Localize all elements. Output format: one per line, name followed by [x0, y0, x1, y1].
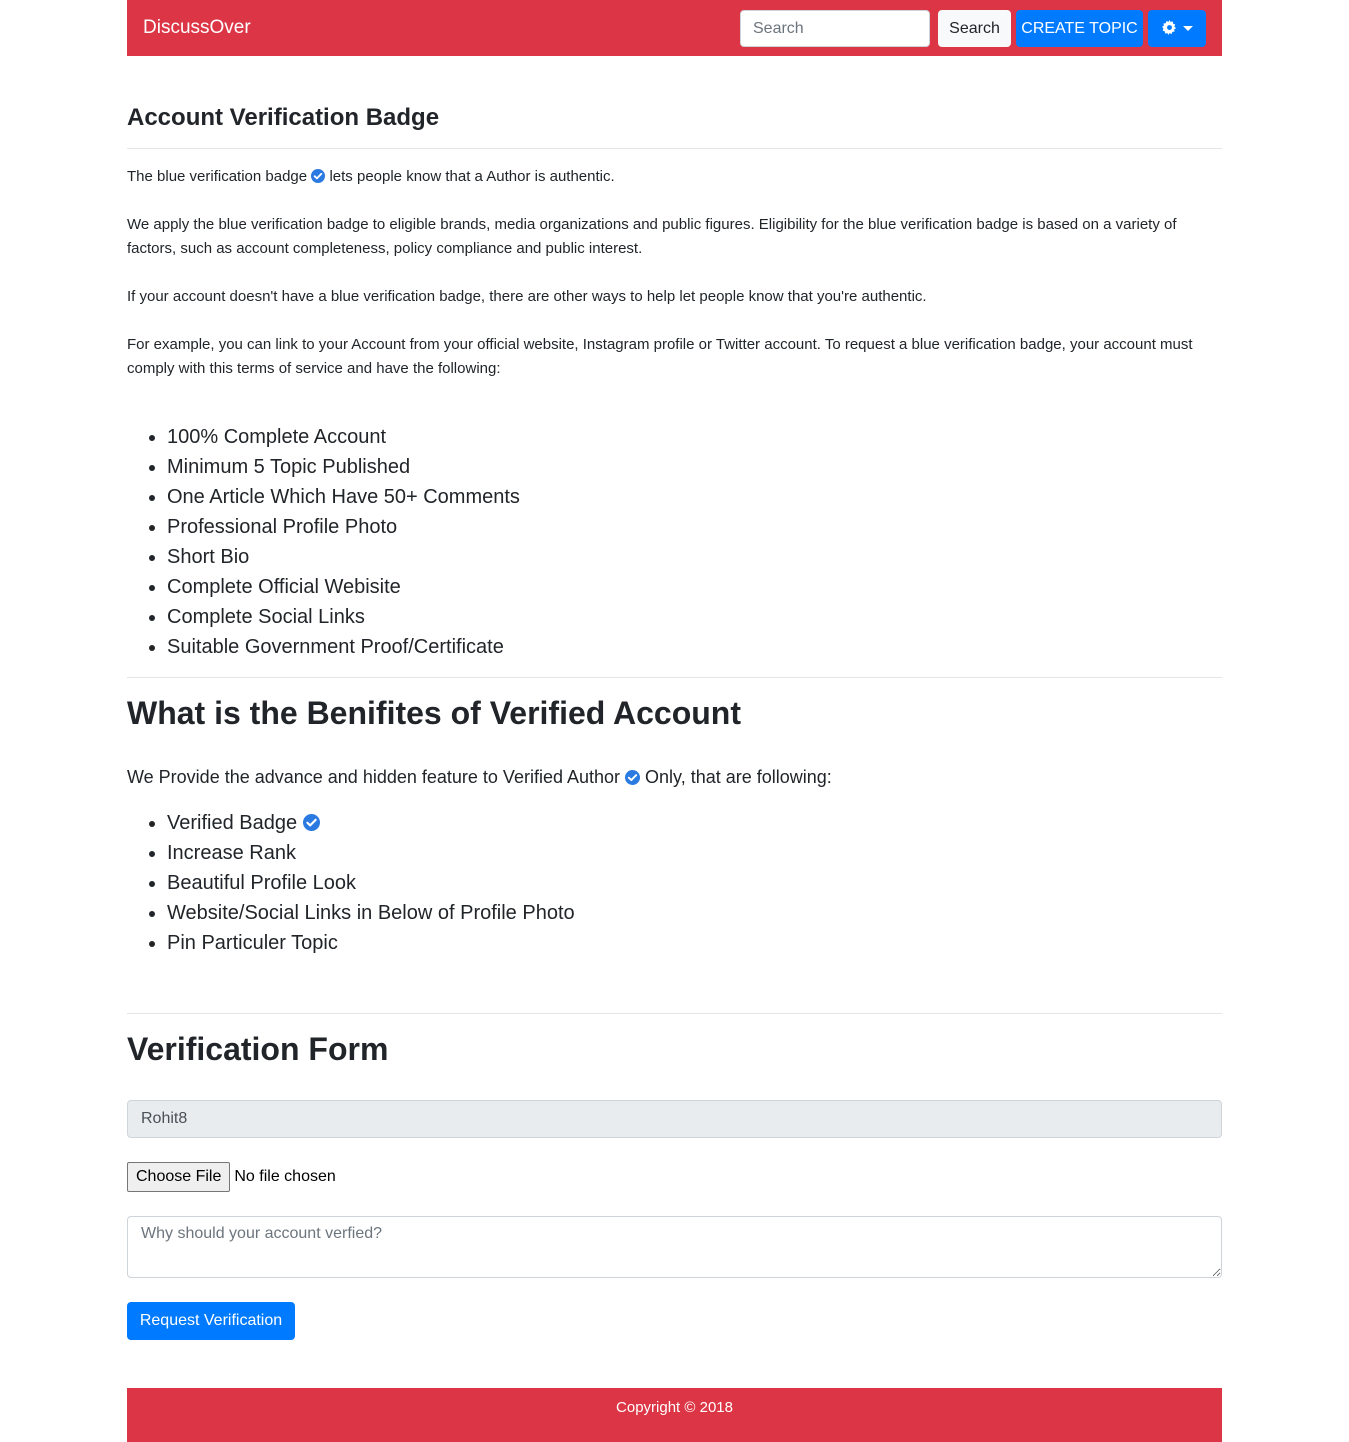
requirements-list: [167, 422, 520, 662]
file-status-text: No file chosen: [234, 1168, 336, 1185]
benefits-list: [167, 808, 575, 958]
search-input[interactable]: [740, 10, 930, 47]
file-upload: [127, 1162, 336, 1192]
request-verification-button[interactable]: Request Verification: [127, 1302, 295, 1340]
reason-textarea[interactable]: [127, 1216, 1222, 1278]
benefits-intro-text: We Provide the advance and hidden feature to Verified Author: [127, 767, 621, 787]
divider: [127, 148, 1222, 149]
benefits-intro-paragraph: [127, 765, 832, 789]
list-item: • Complete Social Links: [167, 602, 520, 632]
chevron-down-icon: [1183, 26, 1193, 31]
verification-badge-heading: Account Verification Badge: [127, 104, 440, 131]
list-item: • Minimum 5 Topic Published: [167, 452, 520, 482]
verified-badge-icon: [303, 814, 320, 831]
create-topic-button[interactable]: CREATE TOPIC: [1016, 10, 1143, 47]
list-item: • Increase Rank: [167, 838, 575, 868]
verification-form-heading: Verification Form: [127, 1031, 389, 1067]
list-item: • Complete Official Webisite: [167, 572, 520, 602]
list-item: • Suitable Government Proof/Certificate: [167, 632, 520, 662]
list-item: • 100% Complete Account: [167, 422, 520, 452]
list-item: • Pin Particuler Topic: [167, 928, 575, 958]
username-field[interactable]: [127, 1100, 1222, 1138]
list-item-label: Verified Badge: [167, 812, 298, 834]
example-paragraph: For example, you can link to your Account from your official website, Instagram profile or Twitter account. To request a blue verification badge, your account must comply with this terms of service and have the following:: [127, 336, 1193, 377]
list-item: • Professional Profile Photo: [167, 512, 520, 542]
brand-logo[interactable]: DiscussOver: [143, 17, 251, 38]
divider: [127, 1013, 1222, 1014]
list-item: • Website/Social Links in Below of Profile Photo: [167, 898, 575, 928]
list-item: • Short Bio: [167, 542, 520, 572]
list-item: • Beautiful Profile Look: [167, 868, 575, 898]
copyright-text: Copyright © 2018: [616, 1399, 733, 1416]
navbar: [127, 0, 1222, 56]
search-button[interactable]: Search: [938, 10, 1011, 47]
list-item: • One Article Which Have 50+ Comments: [167, 482, 520, 512]
badge-intro-text: The blue verification badge: [127, 168, 308, 185]
list-item: [167, 808, 575, 838]
eligibility-paragraph: We apply the blue verification badge to eligible brands, media organizations and public figures. Eligibility for the blue verification badge is based on a variety of factors, such as account completeness, policy compliance and public interest.: [127, 216, 1177, 257]
divider: [127, 677, 1222, 678]
badge-intro-text-end: lets people know that a Author is authentic.: [329, 168, 615, 185]
footer: [127, 1388, 1222, 1442]
verified-badge-icon: [311, 169, 325, 183]
benefits-heading: What is the Benifites of Verified Account: [127, 695, 741, 731]
verified-badge-icon: [625, 770, 640, 785]
badge-intro-paragraph: [127, 165, 1197, 189]
alternative-paragraph: If your account doesn't have a blue verification badge, there are other ways to help let people know that you're authentic.: [127, 288, 927, 305]
choose-file-button[interactable]: Choose File: [127, 1162, 230, 1192]
settings-dropdown-button[interactable]: [1148, 10, 1206, 47]
gear-icon: [1162, 20, 1177, 38]
benefits-intro-text-end: Only, that are following:: [645, 767, 832, 787]
